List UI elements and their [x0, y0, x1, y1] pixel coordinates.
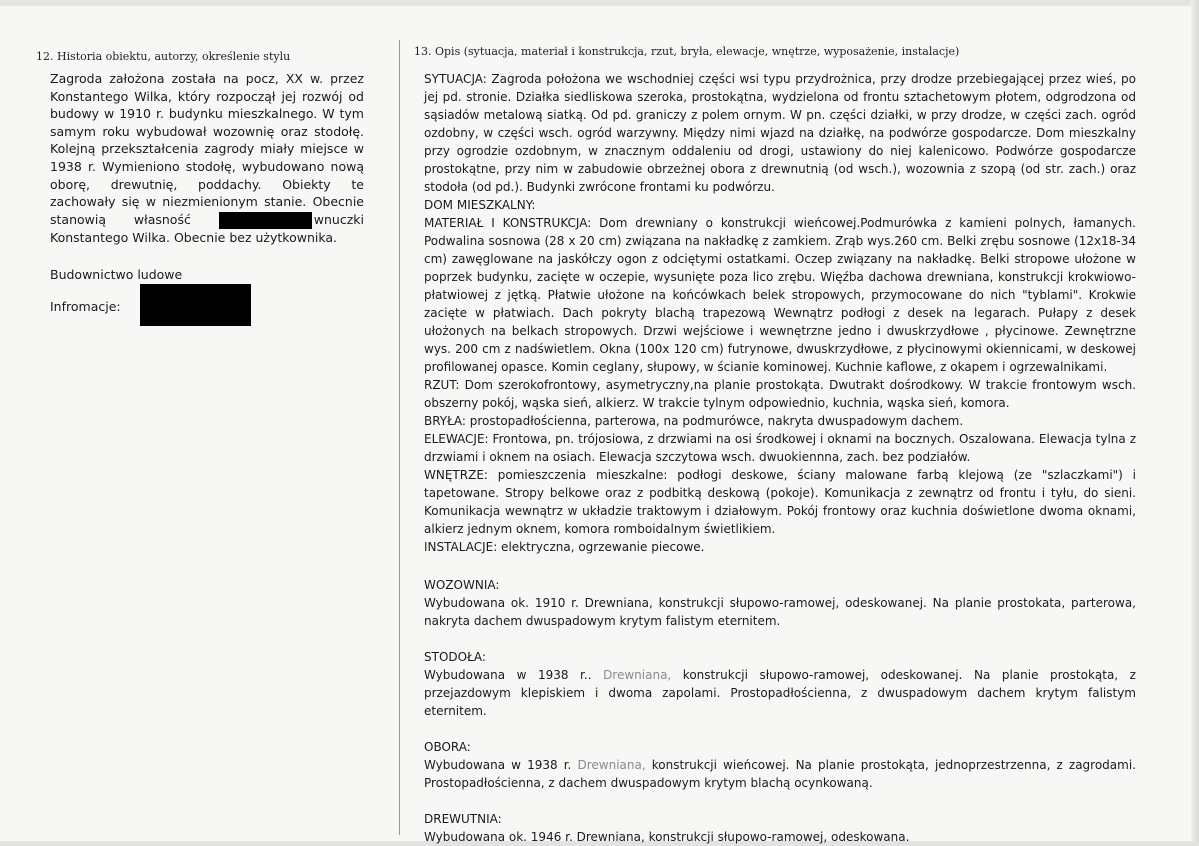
- cowshed-text-end: konstrukcji wieńcowej. Na planie prostokąta, jednoprzestrzenna, z zagrodami. Prostopadłościenna, z dachem dwuspadowym krytym blachą ocynkowaną.: [424, 758, 1136, 790]
- section-13-heading: 13. Opis (sytuacja, materiał i konstrukcja, rzut, bryła, elewacje, wnętrze, wyposażenie, instalacje): [414, 45, 960, 58]
- massing-paragraph: BRYŁA: prostopadłościenna, parterowa, na podmurówce, nakryta dwuspadowym dachem.: [424, 414, 964, 428]
- history-text-after-redaction: wnuczki Konstantego Wilka. Obecnie bez użytkownika.: [50, 211, 364, 245]
- woodshed-text: Wybudowana ok. 1946 r. Drewniana, konstrukcji słupowo-ramowej, odeskowana.: [424, 830, 910, 844]
- cowshed-text-start: Wybudowana w 1938 r.: [424, 758, 572, 772]
- house-heading: DOM MIESZKALNY:: [424, 198, 536, 212]
- style-label: Budownictwo ludowe: [50, 267, 183, 283]
- barn-text-faint: Drewniana,: [603, 668, 672, 682]
- redaction-info-block: [140, 284, 251, 326]
- cowshed-paragraph: [424, 756, 1136, 792]
- barn-text-end: konstrukcji słupowo-ramowej, odeskowanej. Na planie prostokąta, z przejazdowym klepiskiem i dwoma zapolami. Prostopadłościenna, z dwuspadowym dachem krytym falistym eternitem.: [424, 668, 1136, 718]
- history-paragraph: [50, 70, 364, 246]
- cowshed-text-faint: Drewniana,: [577, 758, 646, 772]
- scan-edge-top: [0, 0, 1199, 6]
- material-paragraph: MATERIAŁ I KONSTRUKCJA: Dom drewniany o konstrukcji wieńcowej.Podmurówka z kamieni polnych, łamanych. Podwalina sosnowa (28 x 20 cm) związana na nakładkę z zamkiem. Zrąb wys.260 cm. Belki zrębu sosnowe (12x18-34 cm) zawęglowane na jaskółczy ogon z odciętymi ostatkami. Oczep związany na nakładkę. Belki stropowe ułożone w poprzek budynku, zacięte w oczepie, wysunięte poza lico zrębu. Więźba dachowa drewniana, konstrukcji krokwiowo-płatwiowej z jętką. Płatwie ułożone na końcówkach belek stropowych, przymocowane do nich "tyblami". Krokwie zacięte w płatwiach. Dach pokryty blachą trapezową Wewnątrz podłogi z desek na legarach. Pułapy z desek ułożonych na belkach stropowych. Drzwi wejściowe i wewnętrzne jedno i dwuskrzydłowe , płycinowe. Zewnętrzne wys. 200 cm z nadświetlem. Okna (100x 120 cm) futrynowe, dwuskrzydłowe, z płycinowymi okiennicami, w deskowej profilowanej opasce. Komin ceglany, słupowy, w ścianie kominowej. Kuchnie kaflowe, z okapem i ogrzewalnikami.: [424, 216, 1136, 374]
- history-text: Zagroda założona została na pocz, XX w. przez Konstantego Wilka, który rozpoczął jej rozwój od budowy w 1910 r. budynku mieszkalnego. W tym samym roku wybudował wozownię oraz stodołę. Kolejną przekształcenia zagrody miały miejsce w 1938 r. Wymieniono stodołę, wybudowano nową oborę, drewutnię, poddachy. Obiekty te zachowały się w niezmienionym stanie. Obecnie stanowią własność: [50, 71, 364, 227]
- history-column: [50, 70, 364, 316]
- scan-edge-right: [1191, 0, 1199, 846]
- column-divider: [399, 40, 400, 835]
- woodshed-heading: DREWUTNIA:: [424, 812, 502, 826]
- plan-paragraph: RZUT: Dom szerokofrontowy, asymetryczny,na planie prostokąta. Dwutrakt dośrodkowy. W trakcie frontowym wsch. obszerny pokój, wąska sień, alkierz. W trakcie tylnym odpowiednio, kuchnia, wąska sień, komora.: [424, 378, 1136, 410]
- elevations-paragraph: ELEWACJE: Frontowa, pn. trójosiowa, z drzwiami na osi środkowej i oknami na bocznych. Oszalowana. Elewacja tylna z drzwiami i oknem na osiach. Elewacja szczytowa wsch. dwuokiennna, zach. bez podziałów.: [424, 432, 1136, 464]
- situation-paragraph: SYTUACJA: Zagroda położona we wschodniej części wsi typu przydrożnica, przy drodze przebiegającej przez wieś, po jej pd. stronie. Działka siedliskowa szeroka, prostokątna, wydzielona od frontu sztachetowym płotem, odgrodzona od sąsiadów metalową siatką. Od pd. graniczy z polem ornym. W pn. części działki, w przy drodze, w części zach. ogród ozdobny, w części wsch. ogród warzywny. Między nimi wjazd na działkę, na podwórze gospodarcze. Dom mieszkalny przy ogrodzie ozdobnym, w znacznym oddaleniu od drogi, ustawiony do niej kalenicowo. Podwórze gospodarcze prostokątne, przy nim w zabudowie obrzeżnej obora z drewnutnią (od wsch.), wozownia z szopą (od str. zach.) oraz stodoła (od pd.). Budynki zwrócone frontami ku podwórzu.: [424, 72, 1136, 194]
- section-12-heading: 12. Historia obiektu, autorzy, określenie stylu: [36, 50, 291, 63]
- interior-paragraph: WNĘTRZE: pomieszczenia mieszkalne: podłogi deskowe, ściany malowane farbą klejową (ze "szlaczkami") i tapetowane. Stropy belkowe oraz z podbitką deskową (pokoje). Komunikacja z zewnątrz od frontu i tyłu, do sieni. Komunikacja wewnątrz w układzie traktowym i działowym. Pokój frontowy oraz kuchnia doświetlone dwoma oknami, alkierz jednym oknem, komora romboidalnym świetlikiem.: [424, 468, 1136, 536]
- redaction-owner-name: [219, 212, 312, 229]
- info-label: Infromacje:: [50, 298, 121, 314]
- installations-paragraph: INSTALACJE: elektryczna, ogrzewanie piecowe.: [424, 540, 705, 554]
- cowshed-heading: OBORA:: [424, 740, 471, 754]
- barn-paragraph: [424, 666, 1136, 720]
- coach-house-heading: WOZOWNIA:: [424, 578, 500, 592]
- description-column: [424, 70, 1136, 846]
- barn-text-start: Wybudowana w 1938 r..: [424, 668, 592, 682]
- coach-house-text: Wybudowana ok. 1910 r. Drewniana, konstrukcji słupowo-ramowej, odeskowanej. Na planie prostokata, parterowa, nakryta dachem dwuspadowym krytym falistym eternitem.: [424, 596, 1136, 628]
- barn-heading: STODOŁA:: [424, 650, 486, 664]
